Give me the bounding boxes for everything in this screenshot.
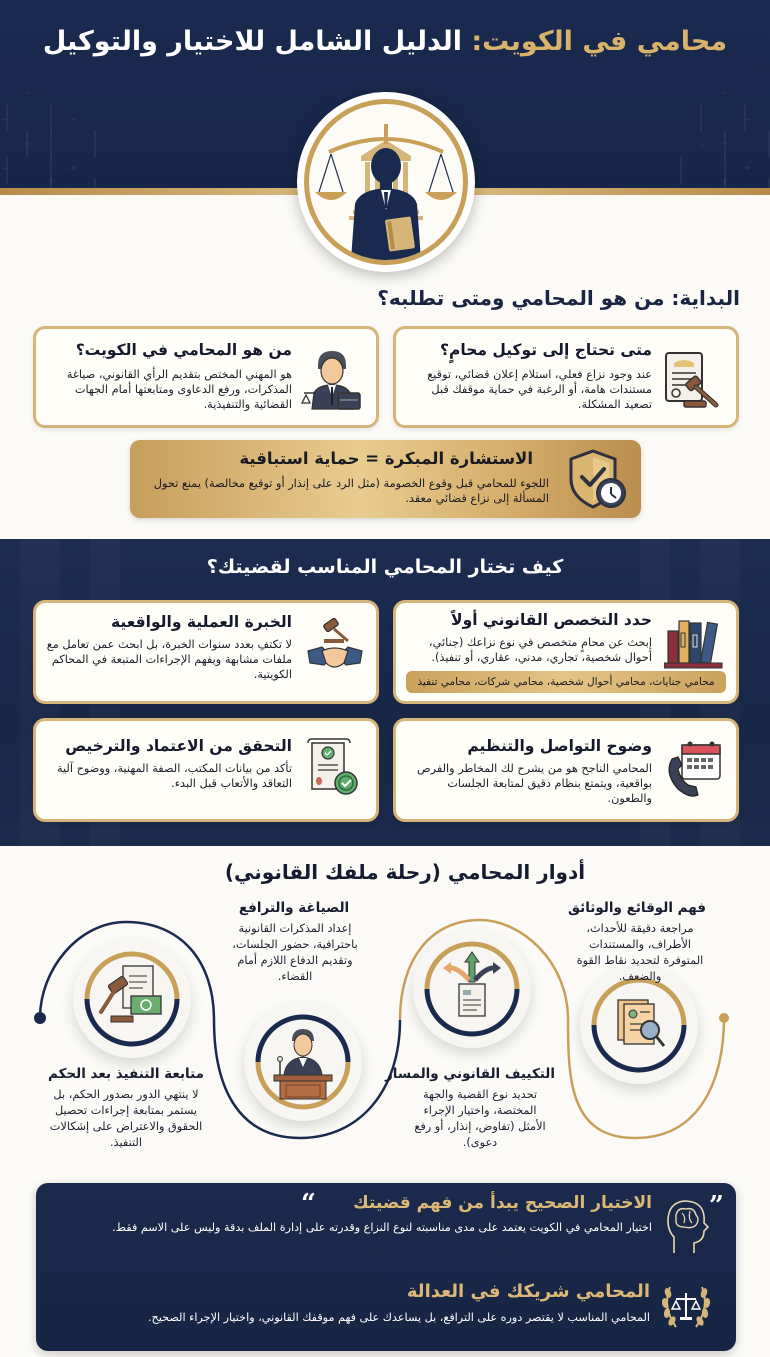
step-title-1: فهم الوقائع والوثائق <box>567 900 706 916</box>
step-circle-2 <box>413 930 531 1048</box>
card-body: إبحث عن محامٍ متخصص في نوع نزاعك (جنائي، أحوال شخصية، تجاري، مدني، عقاري، أو تنفيذ). <box>428 636 652 664</box>
banner-title: الاستشارة المبكرة = حماية استباقية <box>239 449 533 468</box>
card-title: وضوح التواصل والتنظيم <box>467 737 652 755</box>
calendar-phone-icon <box>664 739 724 805</box>
card-title: الخبرة العملية والواقعية <box>111 613 292 631</box>
step-title-2: التكييف القانوني والمسار <box>384 1066 555 1082</box>
handshake-gavel-icon <box>304 615 366 681</box>
footer-panel <box>36 1183 736 1351</box>
head-brain-icon <box>664 1197 710 1259</box>
certificate-check-icon <box>306 737 362 803</box>
shield-clock-icon <box>567 447 629 515</box>
step-title-4: متابعة التنفيذ بعد الحكم <box>47 1066 204 1082</box>
step-body-2: تحديد نوع القضية والجهة المختصة، واختيار الإجراء الأمثل (تفاوض، إنذار، أو رفع دعوى). <box>414 1088 546 1149</box>
specialization-tags: محامي جنايات، محامي أحوال شخصية، محامي شركات، محامي تنفيذ <box>406 671 726 693</box>
early-consultation-banner <box>130 440 641 518</box>
card-title: متى تحتاج إلى توكيل محامٍ؟ <box>440 341 652 359</box>
card-body: عند وجود نزاع فعلي، استلام إعلان قضائي، توقيع مستندات هامة، أو الرغبة في حماية موقفك قبل تصعيد المشكلة. <box>427 368 652 411</box>
license-verification-card <box>33 718 379 822</box>
document-magnifier-icon <box>618 1000 664 1046</box>
step-body-4: لا ينتهي الدور بصدور الحكم، بل يستمر بمتابعة إجراءات تحصيل الحقوق والاعتراض على إشكالات التنفيذ. <box>49 1088 203 1149</box>
communication-card <box>393 718 739 822</box>
gavel-document-icon <box>662 349 722 415</box>
step-circle-4 <box>73 940 191 1058</box>
lawyer-emblem <box>297 92 475 272</box>
card-body: تأكد من بيانات المكتب، الصفة المهنية، ووضوح آلية التعاقد والأتعاب قبل البدء. <box>56 762 292 790</box>
card-title: حدد التخصص القانوني أولاً <box>451 611 652 629</box>
quote-close-mark: “ <box>301 1189 316 1219</box>
card-body: المحامي الناجح هو من يشرح لك المخاطر والفرص بواقعية، ويتمتع بنظام دقيق لمتابعة الجلسات والطعون. <box>416 762 652 805</box>
experience-card <box>33 600 379 704</box>
partner-body: المحامي المناسب لا يقتصر دوره على الترافع، بل يساعدك على فهم موقفك القانوني، واختيار الإجراء الصحيح. <box>147 1311 650 1324</box>
specialization-card <box>393 600 739 704</box>
intro-section-title: البداية: من هو المحامي ومتى تطلبه؟ <box>377 286 740 310</box>
books-icon <box>664 613 724 673</box>
roles-section-title: أدوار المحامي (رحلة ملفك القانوني) <box>224 860 586 884</box>
card-body: لا تكتفِ بعدد سنوات الخبرة، بل ابحث عمن تعامل مع ملفات مشابهة ويفهم الإجراءات المتبعة في المحاكم الكويتية. <box>46 638 292 681</box>
who-is-lawyer-card <box>33 326 379 428</box>
card-title: من هو المحامي في الكويت؟ <box>75 341 292 359</box>
page-title-white: الدليل الشامل للاختيار والتوكيل <box>42 26 462 57</box>
lawyer-scales-icon <box>309 104 463 260</box>
direction-arrows-icon <box>443 952 501 1016</box>
quote-open-mark: ” <box>709 1191 724 1221</box>
card-title: التحقق من الاعتماد والترخيص <box>65 737 292 755</box>
step-title-3: الصياغة والترافع <box>238 900 350 916</box>
quote-title: الاختيار الصحيح يبدأ من فهم قضيتك <box>353 1193 652 1213</box>
quote-body: اختيار المحامي في الكويت يعتمد على مدى مناسبته لنوع النزاع وقدرته على إدارة الملف بدقة وليس على الاسم فقط. <box>112 1221 652 1234</box>
laurel-scales-icon <box>660 1279 712 1337</box>
gavel-money-icon <box>101 966 161 1022</box>
partner-title: المحامي شريكك في العدالة <box>406 1281 650 1302</box>
step-body-1: مراجعة دقيقة للأحداث، الأطراف، والمستندات المتوفرة لتحديد نقاط القوة والضعف. <box>576 922 704 983</box>
card-body: هو المهني المختص بتقديم الرأي القانوني، صياغة المذكرات، ورفع الدعاوى ومتابعتها أمام الجهات القضائية والتنفيذية. <box>66 368 292 411</box>
step-circle-3 <box>244 1003 362 1121</box>
when-to-hire-card <box>393 326 739 428</box>
lawyer-briefcase-icon <box>300 349 362 415</box>
page-title-gold: محامي في الكويت: <box>471 26 728 57</box>
lawyer-podium-icon <box>274 1029 332 1099</box>
step-body-3: إعداد المذكرات القانونية باحترافية، حضور الجلسات، وتقديم الدفاع اللازم أمام القضاء. <box>232 922 358 983</box>
banner-body: اللجوء للمحامي قبل وقوع الخصومة (مثل الرد على إنذار أو توقيع مخالصة) يمنع تحول المسألة إلى نزاع قضائي معقد. <box>153 477 549 505</box>
choose-section-title: كيف تختار المحامي المناسب لقضيتك؟ <box>206 556 564 578</box>
page-title <box>0 26 770 57</box>
